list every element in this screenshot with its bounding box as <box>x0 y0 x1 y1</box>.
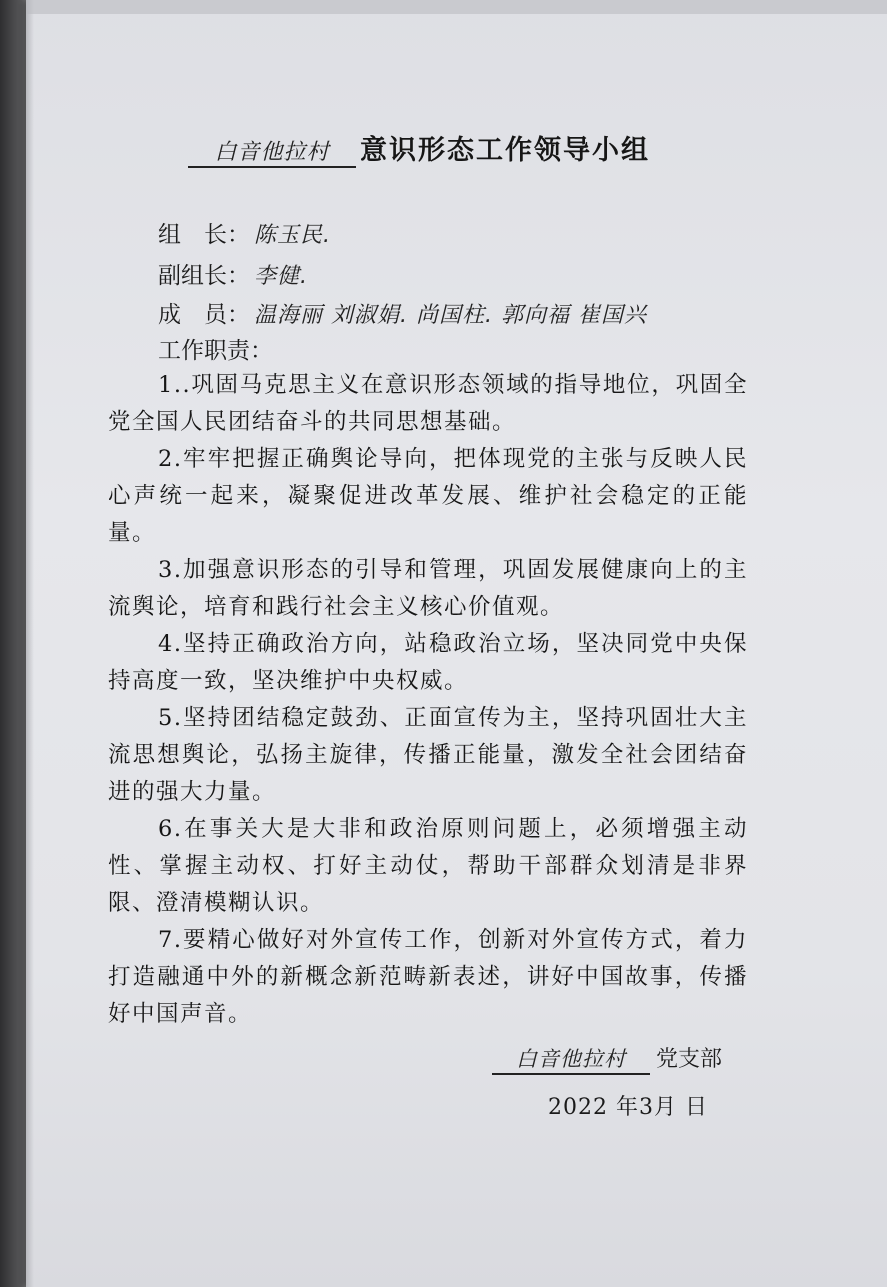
page-edge-shadow <box>26 0 34 1287</box>
signature-org: 党支部 <box>656 1047 723 1072</box>
duty-item: 7.要精心做好对外宣传工作，创新对外宣传方式，着力打造融通中外的新概念新范畴新表述，讲好中国故事，传播好中国声音。 <box>108 927 748 1027</box>
members-names: 温海丽 刘淑娟. 尚国柱. 郭向福 崔国兴 <box>254 303 647 328</box>
duties-list <box>108 367 748 1033</box>
duty-item: 4.坚持正确政治方向，站稳政治立场，坚决同党中央保持高度一致，坚决维护中央权威。 <box>108 631 748 694</box>
document-date: 2022 年3月 日 <box>548 1095 708 1120</box>
duty-item: 1..巩固马克思主义在意识形态领域的指导地位，巩固全党全国人民团结奋斗的共同思想基础。 <box>108 372 748 435</box>
members-line <box>158 296 647 329</box>
document-title <box>188 128 650 168</box>
members-label: 成 员： <box>158 302 250 328</box>
signature-line <box>492 1042 722 1075</box>
title-text: 意识形态工作领导小组 <box>360 135 650 166</box>
signature-village-name: 白音他拉村 <box>492 1043 650 1075</box>
deputy-name: 李健. <box>254 264 308 289</box>
deputy-line <box>158 257 308 290</box>
duty-item: 2.牢牢把握正确舆论导向，把体现党的主张与反映人民心声统一起来，凝聚促进改革发展、维护社会稳定的正能量。 <box>108 446 748 546</box>
duty-item: 6.在事关大是大非和政治原则问题上，必须增强主动性、掌握主动权、打好主动仗，帮助干部群众划清是非界限、澄清模糊认识。 <box>108 816 748 916</box>
duty-item: 5.坚持团结稳定鼓劲、正面宣传为主，坚持巩固壮大主流思想舆论，弘扬主旋律，传播正能量，激发全社会团结奋进的强大力量。 <box>108 705 748 805</box>
deputy-label: 副组长： <box>158 263 250 289</box>
leader-name: 陈玉民. <box>254 223 331 248</box>
duties-heading <box>158 332 273 365</box>
duties-label: 工作职责： <box>158 338 273 364</box>
page-top-shadow <box>26 0 887 14</box>
leader-line <box>158 216 331 249</box>
duty-item: 3.加强意识形态的引导和管理，巩固发展健康向上的主流舆论，培育和践行社会主义核心价值观。 <box>108 557 748 620</box>
title-village-name: 白音他拉村 <box>188 135 356 168</box>
leader-label: 组 长： <box>158 222 250 248</box>
